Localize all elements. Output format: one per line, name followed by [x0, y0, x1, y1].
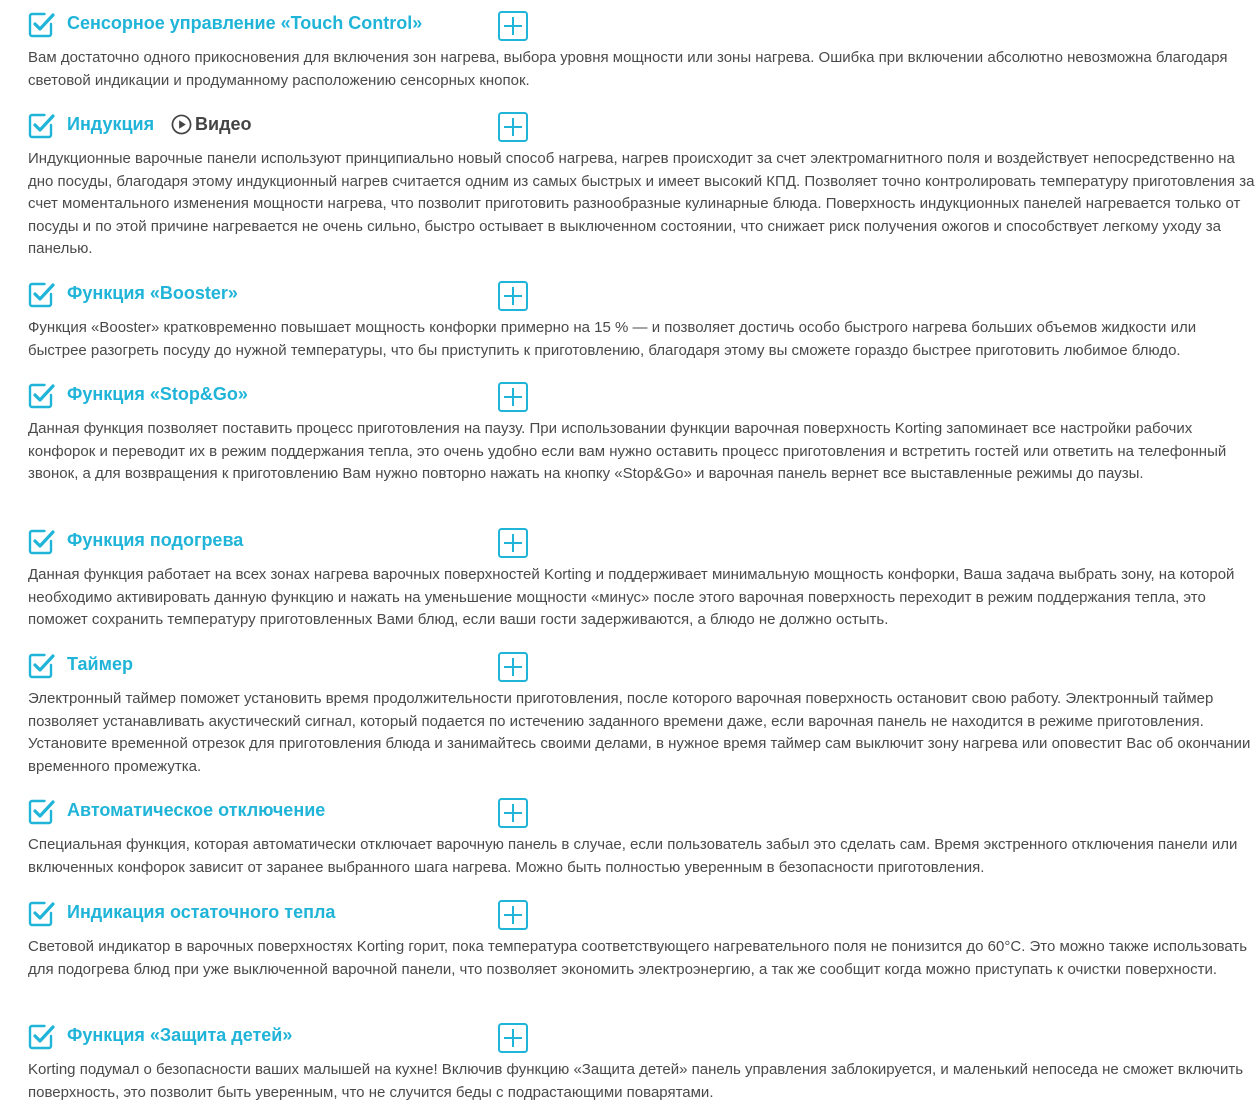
feature-title: Автоматическое отключение — [67, 800, 326, 820]
play-circle-icon — [171, 114, 192, 135]
expand-plus-icon[interactable] — [497, 899, 529, 931]
feature-description: Функция «Booster» кратковременно повышает мощность конфорки примерно на 15 % — и позволяет достичь особо быстрого нагрева больших объемов жидкости или быстрее разогреть посуду до нужной температуры, что бы приступить к приготовлению, благодаря этому вы сможете гораздо быстрее приготовить любимое блюдо. — [28, 319, 1197, 359]
feature-description: Индукционные варочные панели используют принципиально новый способ нагрева, нагрев происходит за счет электромагнитного поля и воздействует непосредственно на дно посуды, благодаря этому индукционный нагрев считается одним из самых быстрых и имеет высокий КПД. Позволяет точно контролировать температуру приготовления за счет моментального изменения мощности нагрева, что позволит приготовить разнообразные кулинарные блюда. Поверхность индукционных панелей нагревается только от посуды и по этой причине нагревается не очень сильно, быстро остывает в выключенном состоянии, что снижает риск получения ожогов и способствует легкому уходу за панелью. — [28, 150, 1255, 258]
feature-title: Функция «Booster» — [67, 283, 238, 303]
feature-title: Сенсорное управление «Touch Control» — [67, 13, 423, 33]
video-link[interactable] — [171, 113, 252, 135]
expand-plus-icon[interactable] — [497, 280, 529, 312]
checkbox-check-icon — [27, 381, 55, 409]
expand-plus-icon[interactable] — [497, 10, 529, 42]
feature-description: Вам достаточно одного прикосновения для включения зон нагрева, выбора уровня мощности или зоны нагрева. Ошибка при включении абсолютно невозможна благодаря световой индикации и продуманному расположению сенсорных кнопок. — [28, 49, 1228, 89]
expand-plus-icon[interactable] — [497, 111, 529, 143]
checkbox-check-icon — [27, 899, 55, 927]
checkbox-check-icon — [27, 527, 55, 555]
feature-header — [0, 893, 540, 929]
feature-description: Данная функция работает на всех зонах нагрева варочных поверхностей Korting и поддерживает минимальную мощность конфорки, Ваша задача выбрать зону, на которой необходимо активировать данную функцию и нажать на уменьшение мощности «минус» после этого варочная поверхность переходит в режим поддержания тепла, это поможет сохранить температуру приготовленных Вами блюд, если ваши гости задерживаются, а блюдо не должно остыть. — [28, 566, 1235, 629]
expand-plus-icon[interactable] — [497, 527, 529, 559]
feature-header — [0, 4, 540, 40]
checkbox-check-icon — [27, 280, 55, 308]
feature-title: Индукция — [67, 114, 155, 134]
feature-header — [0, 791, 540, 827]
feature-header — [0, 645, 540, 681]
feature-header — [0, 1016, 540, 1052]
feature-header — [0, 521, 540, 557]
feature-description: Korting подумал о безопасности ваших малышей на кухне! Включив функцию «Защита детей» панель управления заблокируется, и маленький непоседа не сможет включить поверхность, это позволит быть уверенным, что не случится беды с подрастающими поварятами. — [28, 1061, 1244, 1101]
feature-title: Функция подогрева — [67, 530, 244, 550]
checkbox-check-icon — [27, 797, 55, 825]
feature-title: Функция «Защита детей» — [67, 1025, 293, 1045]
checkbox-check-icon — [27, 10, 55, 38]
feature-header — [0, 105, 540, 141]
feature-header — [0, 375, 540, 411]
feature-header — [0, 274, 540, 310]
checkbox-check-icon — [27, 111, 55, 139]
video-label: Видео — [195, 114, 252, 134]
expand-plus-icon[interactable] — [497, 797, 529, 829]
feature-description: Специальная функция, которая автоматически отключает варочную панель в случае, если пользователь забыл это сделать сам. Время экстренного отключения панели или включенных конфорок зависит от заранее выбранного шага нагрева. Можно быть полностью уверенным в безопасности приготовления. — [28, 836, 1238, 876]
expand-plus-icon[interactable] — [497, 651, 529, 683]
feature-description: Световой индикатор в варочных поверхностях Korting горит, пока температура соответствующего нагревательного поля не понизится до 60°С. Это можно также использовать для подогрева блюд при уже выключенной варочной панели, что позволяет экономить электроэнергию, а так же сообщит когда можно приступать к очистки поверхности. — [28, 938, 1248, 978]
feature-title: Индикация остаточного тепла — [67, 902, 336, 922]
feature-description: Данная функция позволяет поставить процесс приготовления на паузу. При использовании функции варочная поверхность Korting запоминает все настройки рабочих конфорок и переводит их в режим поддержания тепла, это очень удобно если вам нужно оставить процесс приготовления и встретить гостей или ответить на телефонный звонок, а для возвращения к приготовлению Вам нужно повторно нажать на кнопку «Stop&Go» и варочная панель вернет все выставленные режимы до паузы. — [28, 420, 1227, 483]
feature-description: Электронный таймер поможет установить время продолжительности приготовления, после которого варочная поверхность остановит свою работу. Электронный таймер позволяет устанавливать акустический сигнал, который подается по истечению заданного времени даже, если варочная панель не находится в режиме приготовления. Установите временной отрезок для приготовления блюда и занимайтесь своими делами, в нужное время таймер сам выключит зону нагрева или оповестит Вас об окончании временного промежутка. — [28, 690, 1251, 775]
feature-title: Таймер — [67, 654, 133, 674]
checkbox-check-icon — [27, 1022, 55, 1050]
checkbox-check-icon — [27, 651, 55, 679]
expand-plus-icon[interactable] — [497, 381, 529, 413]
feature-title: Функция «Stop&Go» — [67, 384, 248, 404]
expand-plus-icon[interactable] — [497, 1022, 529, 1054]
